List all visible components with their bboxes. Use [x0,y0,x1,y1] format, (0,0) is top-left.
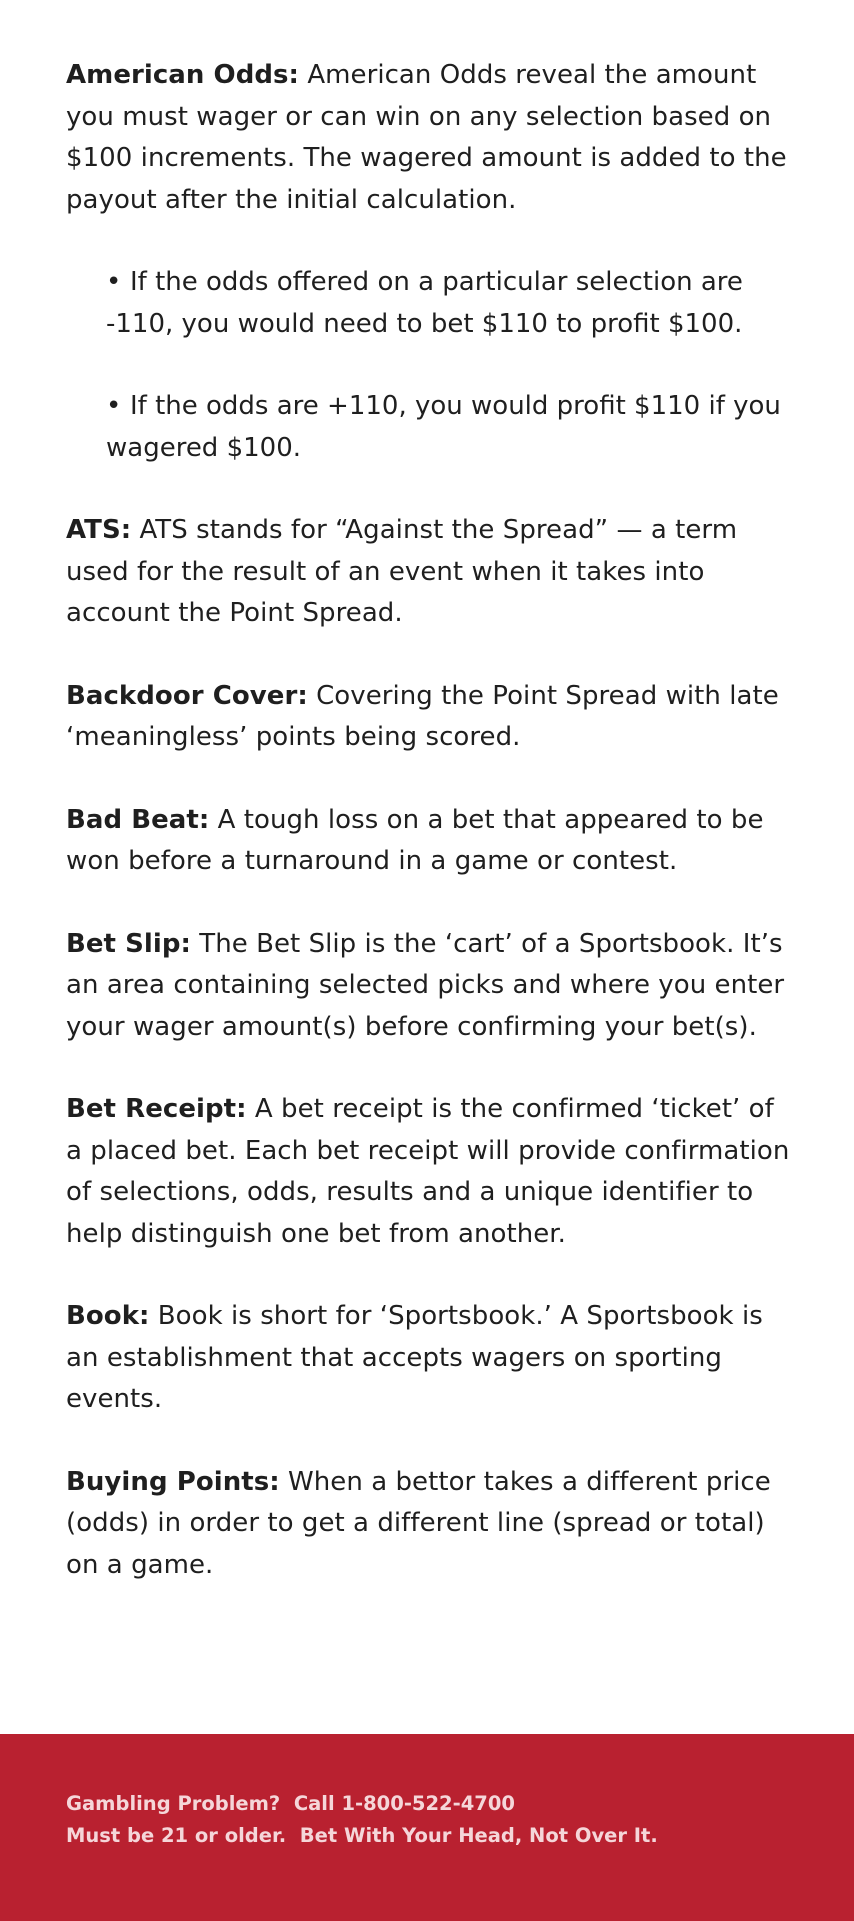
glossary-term: Buying Points: [66,1466,280,1497]
glossary-term: Backdoor Cover: [66,680,308,711]
glossary-term: ATS: [66,515,132,545]
glossary-term: Bet Slip: [66,928,191,959]
glossary-entry-bad-beat [66,800,796,883]
glossary-definition: Book is short for ‘Sportsbook.’ A Sportsbook is an establishment that accepts wagers on sporting events. [66,1301,763,1414]
glossary-definition: When a bettor takes a different price (odds) in order to get a different line (spread or total) on a game. [66,1466,771,1580]
glossary-bullet [106,386,796,469]
glossary-definition: Covering the Point Spread with late ‘meaningless’ points being scored. [66,680,779,752]
glossary-entry-backdoor-cover [66,676,796,759]
glossary-term: American Odds: [66,60,299,90]
bullet-icon: • [106,267,122,297]
glossary-bullet [106,262,796,345]
glossary-term: Book: [66,1301,150,1331]
glossary-entry-ats [66,510,796,635]
gambling-problem-hotline: Gambling Problem? Call 1-800-522-4700 [66,1792,515,1815]
bullet-icon: • [106,391,122,421]
responsible-gambling-footer [0,1734,854,1921]
glossary-entry-bet-receipt [66,1089,796,1255]
glossary-definition: A tough loss on a bet that appeared to be won before a turnaround in a game or contest. [66,804,764,876]
bullet-text: If the odds offered on a particular selection are -110, you would need to bet $110 to profit $100. [106,267,743,339]
glossary-term: Bet Receipt: [66,1094,247,1124]
age-disclaimer: Must be 21 or older. Bet With Your Head, Not Over It. [66,1824,658,1847]
glossary-definition: A bet receipt is the confirmed ‘ticket’ of a placed bet. Each bet receipt will provide confirmation of selections, odds, results and a unique identifier to help distinguish one bet from another. [66,1094,790,1249]
glossary-term: Bad Beat: [66,804,210,835]
glossary-definition: ATS stands for “Against the Spread” — a term used for the result of an event when it takes into account the Point Spread. [66,515,738,628]
glossary-entry-buying-points [66,1462,796,1587]
glossary-entry-bet-slip [66,924,796,1049]
glossary-definition: The Bet Slip is the ‘cart’ of a Sportsbook. It’s an area containing selected picks and where you enter your wager amount(s) before confirming your bet(s). [66,928,785,1042]
glossary-definition: American Odds reveal the amount you must wager or can win on any selection based on $100 increments. The wagered amount is added to the payout after the initial calculation. [66,60,787,215]
glossary-entry-book [66,1296,796,1421]
glossary-content [66,55,796,1627]
footer-notice [66,1788,658,1852]
glossary-entry-american-odds [66,55,796,221]
bullet-text: If the odds are +110, you would profit $110 if you wagered $100. [106,391,781,463]
